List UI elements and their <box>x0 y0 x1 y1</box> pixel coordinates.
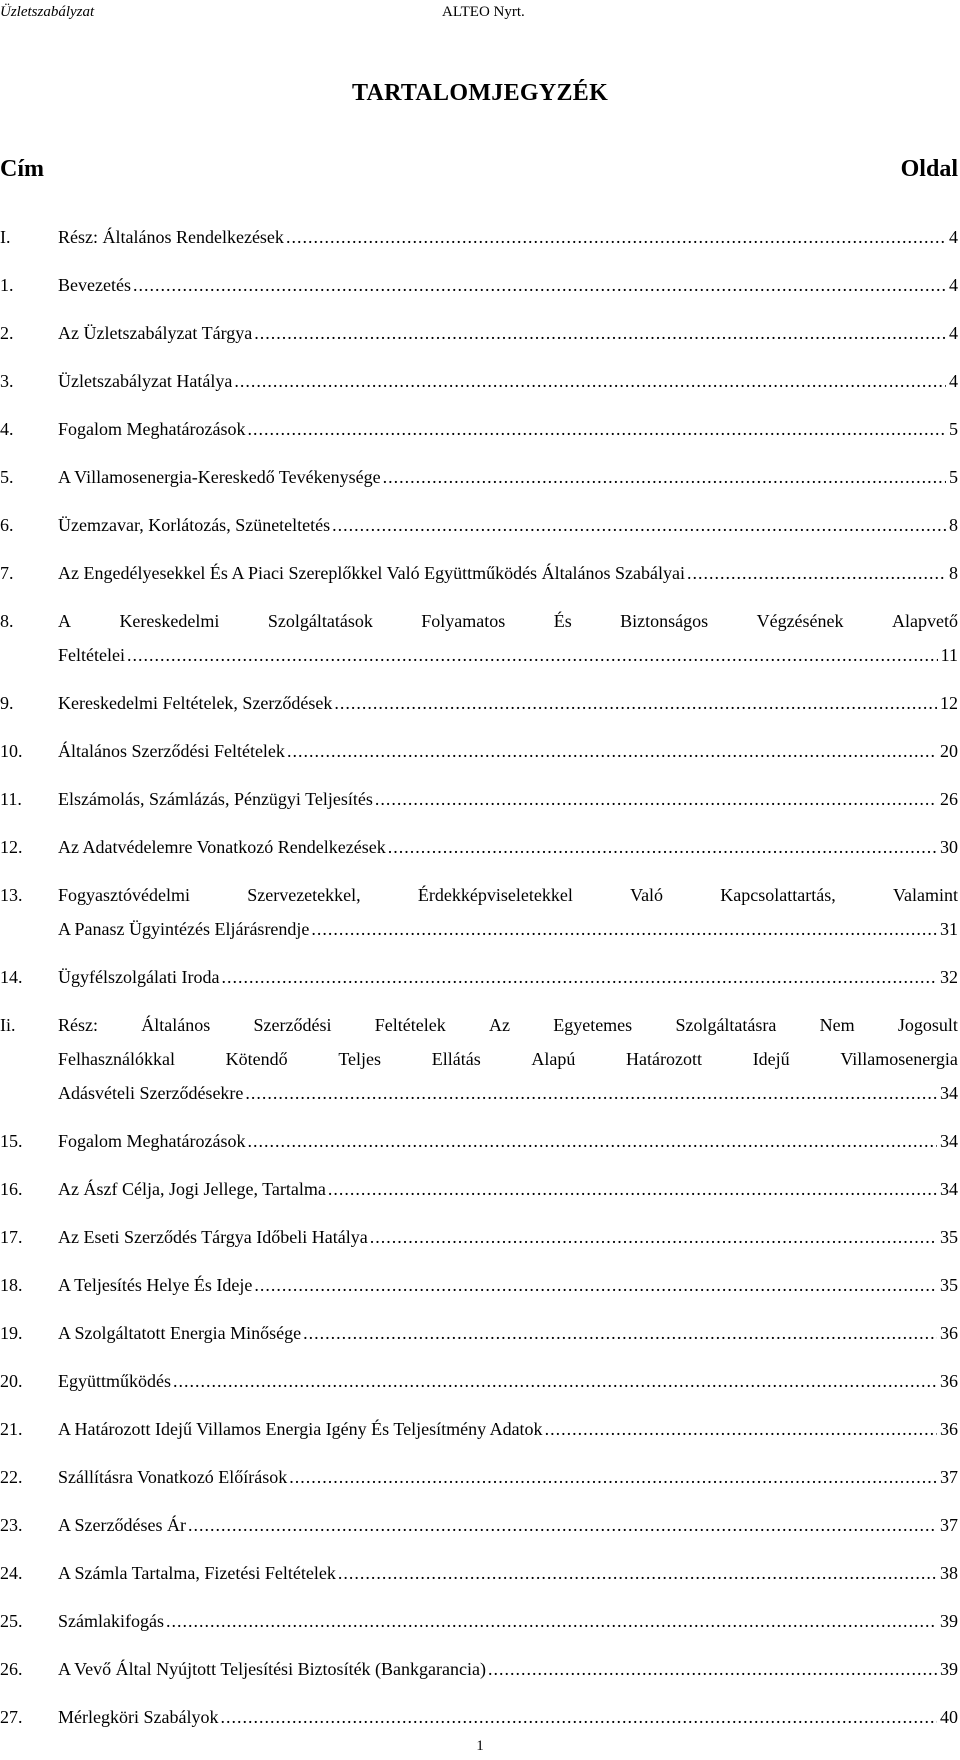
toc-entry-number: 9. <box>0 693 14 713</box>
toc-entry-body <box>58 1604 958 1638</box>
toc-entry-last-line <box>58 1220 958 1254</box>
toc-entry-last-line <box>58 460 958 494</box>
toc-entry-title: A Számla Tartalma, Fizetési Feltételek <box>58 1563 336 1583</box>
toc-entry-page: 4 <box>949 323 958 343</box>
toc-dot-leader <box>334 686 937 720</box>
toc-entry-page: 39 <box>940 1659 958 1679</box>
toc-entry-number: 11. <box>0 789 22 809</box>
toc-entry-last-line <box>58 782 958 816</box>
toc-entry-title: A Teljesítés Helye És Ideje <box>58 1275 253 1295</box>
toc-entry-number: Ii. <box>0 1015 16 1035</box>
toc-entry-title: Bevezetés <box>58 275 131 295</box>
toc-entry-page: 12 <box>940 693 958 713</box>
toc-entry-title: Mérlegköri Szabályok <box>58 1707 219 1727</box>
toc-dot-leader <box>127 638 938 672</box>
toc-dot-leader <box>247 1124 937 1158</box>
toc-entry-last-line <box>58 556 958 590</box>
toc-dot-leader <box>247 412 946 446</box>
toc-entry-last-line <box>58 912 958 946</box>
toc-entry-page: 40 <box>940 1707 958 1727</box>
toc-entry-last-line <box>58 364 958 398</box>
toc-entry-body <box>58 830 958 864</box>
toc-entry-title: Fogalom Meghatározások <box>58 419 246 439</box>
toc-dot-leader <box>166 1604 937 1638</box>
toc-entry-last-line <box>58 686 958 720</box>
toc-entry-number: 18. <box>0 1275 23 1295</box>
toc-entry-body <box>58 1364 958 1398</box>
toc-entry-number: 20. <box>0 1371 23 1391</box>
toc-entry-page: 5 <box>949 419 958 439</box>
toc-entry-last-line <box>58 830 958 864</box>
toc-entry-title: Együttműködés <box>58 1371 171 1391</box>
toc-entry-last-line <box>58 734 958 768</box>
toc-dot-leader <box>328 1172 937 1206</box>
toc-entry-page: 35 <box>940 1227 958 1247</box>
toc-entry-page: 34 <box>940 1131 958 1151</box>
toc-entry-title: Rész: Általános Rendelkezések <box>58 227 284 247</box>
toc-entry-last-line <box>58 1700 958 1734</box>
toc-entry-number: 27. <box>0 1707 23 1727</box>
toc-entry-number: 6. <box>0 515 14 535</box>
toc-entry-title: A Panasz Ügyintézés Eljárásrendje <box>58 919 310 939</box>
toc-entry-body <box>58 782 958 816</box>
column-header-title: Cím <box>0 156 44 182</box>
page-number: 1 <box>476 1738 484 1754</box>
toc-entry-page: 37 <box>940 1515 958 1535</box>
toc-dot-leader <box>289 1460 937 1494</box>
toc-entry-title: Az Ászf Célja, Jogi Jellege, Tartalma <box>58 1179 326 1199</box>
toc-entry-body <box>58 878 958 946</box>
toc-entry-body <box>58 508 958 542</box>
toc-entry-body <box>58 1556 958 1590</box>
toc-entry-body <box>58 604 958 672</box>
toc-entry-page: 20 <box>940 741 958 761</box>
toc-entry-number: 15. <box>0 1131 23 1151</box>
toc-entry-title-line: A Kereskedelmi Szolgáltatások Folyamatos És Biztonságos Végzésének Alapvető <box>58 611 958 631</box>
toc-entry-title: Kereskedelmi Feltételek, Szerződések <box>58 693 333 713</box>
toc-entry-body <box>58 460 958 494</box>
toc-entry-number: 10. <box>0 741 23 761</box>
toc-entry-last-line <box>58 1076 958 1110</box>
toc-entry-page: 30 <box>940 837 958 857</box>
toc-entry-last-line <box>58 1508 958 1542</box>
toc-dot-leader <box>221 960 937 994</box>
toc-entry-last-line <box>58 1556 958 1590</box>
toc-entry-last-line <box>58 638 958 672</box>
toc-entry-page: 4 <box>949 275 958 295</box>
toc-entry-title: Az Adatvédelemre Vonatkozó Rendelkezések <box>58 837 386 857</box>
toc-dot-leader <box>254 1268 937 1302</box>
toc-entry-page: 5 <box>949 467 958 487</box>
page-header <box>0 4 960 28</box>
toc-dot-leader <box>311 912 937 946</box>
toc-entry-page: 36 <box>940 1419 958 1439</box>
toc-entry-body <box>58 734 958 768</box>
toc-entry-page: 4 <box>949 371 958 391</box>
toc-entry-number: 17. <box>0 1227 23 1247</box>
toc-entry-number: 14. <box>0 967 23 987</box>
toc-dot-leader <box>383 460 946 494</box>
toc-entry-page: 8 <box>949 563 958 583</box>
toc-entry-number: 16. <box>0 1179 23 1199</box>
toc-entry-page: 4 <box>949 227 958 247</box>
toc-dot-leader <box>234 364 946 398</box>
toc-entry-last-line <box>58 960 958 994</box>
toc-entry-title: A Szolgáltatott Energia Minősége <box>58 1323 302 1343</box>
toc-entry-body <box>58 1008 958 1110</box>
toc-entry-body <box>58 268 958 302</box>
toc-entry-body <box>58 1652 958 1686</box>
toc-dot-leader <box>286 220 946 254</box>
toc-entry-page: 35 <box>940 1275 958 1295</box>
toc-entry-last-line <box>58 1604 958 1638</box>
toc-entry-page: 26 <box>940 789 958 809</box>
toc-entry-body <box>58 1316 958 1350</box>
toc-entry-body <box>58 686 958 720</box>
toc-entry-body <box>58 1700 958 1734</box>
toc-entry-title: A Határozott Idejű Villamos Energia Igény És Teljesítmény Adatok <box>58 1419 543 1439</box>
toc-dot-leader <box>133 268 946 302</box>
toc-entry-body <box>58 412 958 446</box>
toc-entry-body <box>58 1172 958 1206</box>
toc-entry-last-line <box>58 1316 958 1350</box>
toc-entry-title: Ügyfélszolgálati Iroda <box>58 967 220 987</box>
toc-entry-title: A Szerződéses Ár <box>58 1515 186 1535</box>
toc-entry-body <box>58 960 958 994</box>
toc-entry-number: 25. <box>0 1611 23 1631</box>
toc-dot-leader <box>220 1700 937 1734</box>
column-header-page: Oldal <box>900 156 958 182</box>
toc-entry-number: I. <box>0 227 11 247</box>
toc-entry-number: 13. <box>0 885 23 905</box>
toc-entry-number: 23. <box>0 1515 23 1535</box>
toc-entry-last-line <box>58 268 958 302</box>
toc-entry-title: Az Üzletszabályzat Tárgya <box>58 323 253 343</box>
toc-entry-number: 3. <box>0 371 14 391</box>
toc-entry-last-line <box>58 1652 958 1686</box>
toc-entry-page: 37 <box>940 1467 958 1487</box>
toc-dot-leader <box>245 1076 937 1110</box>
header-company-name: ALTEO Nyrt. <box>442 4 525 20</box>
toc-entry-last-line <box>58 1460 958 1494</box>
toc-dot-leader <box>188 1508 937 1542</box>
toc-entry-page: 11 <box>940 645 958 665</box>
toc-entry-title: Adásvételi Szerződésekre <box>58 1083 244 1103</box>
toc-dot-leader <box>332 508 946 542</box>
toc-entry-body <box>58 1412 958 1446</box>
toc-entry-number: 24. <box>0 1563 23 1583</box>
toc-entry-title: A Vevő Által Nyújtott Teljesítési Biztosíték (Bankgarancia) <box>58 1659 486 1679</box>
toc-entry-body <box>58 1124 958 1158</box>
toc-entry-number: 19. <box>0 1323 23 1343</box>
toc-entry-page: 34 <box>940 1179 958 1199</box>
toc-dot-leader <box>173 1364 937 1398</box>
toc-dot-leader <box>338 1556 937 1590</box>
toc-entry-body <box>58 1508 958 1542</box>
toc-entry-title: A Villamosenergia-Kereskedő Tevékenysége <box>58 467 381 487</box>
toc-entry-last-line <box>58 412 958 446</box>
toc-dot-leader <box>488 1652 937 1686</box>
toc-entry-last-line <box>58 316 958 350</box>
toc-entry-number: 1. <box>0 275 14 295</box>
toc-entry-page: 36 <box>940 1371 958 1391</box>
toc-entry-title-line: Fogyasztóvédelmi Szervezetekkel, Érdekképviseletekkel Való Kapcsolattartás, Valamint <box>58 885 958 905</box>
toc-entry-body <box>58 220 958 254</box>
toc-entry-page: 31 <box>940 919 958 939</box>
toc-entry-last-line <box>58 220 958 254</box>
toc-entry-page: 32 <box>940 967 958 987</box>
toc-entry-page: 34 <box>940 1083 958 1103</box>
toc-entry-last-line <box>58 1172 958 1206</box>
toc-entry-body <box>58 316 958 350</box>
toc-dot-leader <box>370 1220 937 1254</box>
toc-entry-last-line <box>58 1412 958 1446</box>
toc-entry-title: Az Eseti Szerződés Tárgya Időbeli Hatálya <box>58 1227 368 1247</box>
toc-entry-number: 7. <box>0 563 14 583</box>
toc-entry-title: Általános Szerződési Feltételek <box>58 741 285 761</box>
toc-entry-page: 8 <box>949 515 958 535</box>
toc-entry-title: Fogalom Meghatározások <box>58 1131 246 1151</box>
toc-entry-title: Szállításra Vonatkozó Előírások <box>58 1467 288 1487</box>
toc-entry-body <box>58 1268 958 1302</box>
toc-entry-number: 26. <box>0 1659 23 1679</box>
toc-entry-title: Számlakifogás <box>58 1611 164 1631</box>
toc-entry-last-line <box>58 1124 958 1158</box>
toc-entry-title-line: Felhasználókkal Kötendő Teljes Ellátás Alapú Határozott Idejű Villamosenergia <box>58 1049 958 1069</box>
toc-dot-leader <box>687 556 946 590</box>
toc-dot-leader <box>545 1412 937 1446</box>
toc-entry-number: 12. <box>0 837 23 857</box>
toc-dot-leader <box>287 734 937 768</box>
toc-entry-page: 39 <box>940 1611 958 1631</box>
toc-entry-title: Feltételei <box>58 645 125 665</box>
toc-entry-body <box>58 1460 958 1494</box>
toc-entry-body <box>58 556 958 590</box>
toc-dot-leader <box>388 830 937 864</box>
toc-entry-title: Üzletszabályzat Hatálya <box>58 371 233 391</box>
toc-entry-body <box>58 1220 958 1254</box>
toc-entry-title-line: Rész: Általános Szerződési Feltételek Az Egyetemes Szolgáltatásra Nem Jogosult <box>58 1015 958 1035</box>
toc-title: TARTALOMJEGYZÉK <box>351 80 609 106</box>
toc-entry-last-line <box>58 508 958 542</box>
toc-entry-number: 2. <box>0 323 14 343</box>
toc-entry-number: 4. <box>0 419 14 439</box>
toc-entry-title: Üzemzavar, Korlátozás, Szüneteltetés <box>58 515 331 535</box>
toc-entry-page: 36 <box>940 1323 958 1343</box>
toc-entry-number: 22. <box>0 1467 23 1487</box>
toc-entry-number: 21. <box>0 1419 23 1439</box>
toc-entry-number: 5. <box>0 467 14 487</box>
toc-dot-leader <box>303 1316 937 1350</box>
toc-entry-title: Elszámolás, Számlázás, Pénzügyi Teljesítés <box>58 789 373 809</box>
toc-entry-page: 38 <box>940 1563 958 1583</box>
header-document-name: Üzletszabályzat <box>0 4 95 20</box>
toc-entry-last-line <box>58 1268 958 1302</box>
toc-dot-leader <box>375 782 937 816</box>
toc-entry-body <box>58 364 958 398</box>
toc-entry-number: 8. <box>0 611 14 631</box>
toc-entry-last-line <box>58 1364 958 1398</box>
toc-dot-leader <box>254 316 946 350</box>
toc-entry-title: Az Engedélyesekkel És A Piaci Szereplőkkel Való Együttműködés Általános Szabályai <box>58 563 686 583</box>
